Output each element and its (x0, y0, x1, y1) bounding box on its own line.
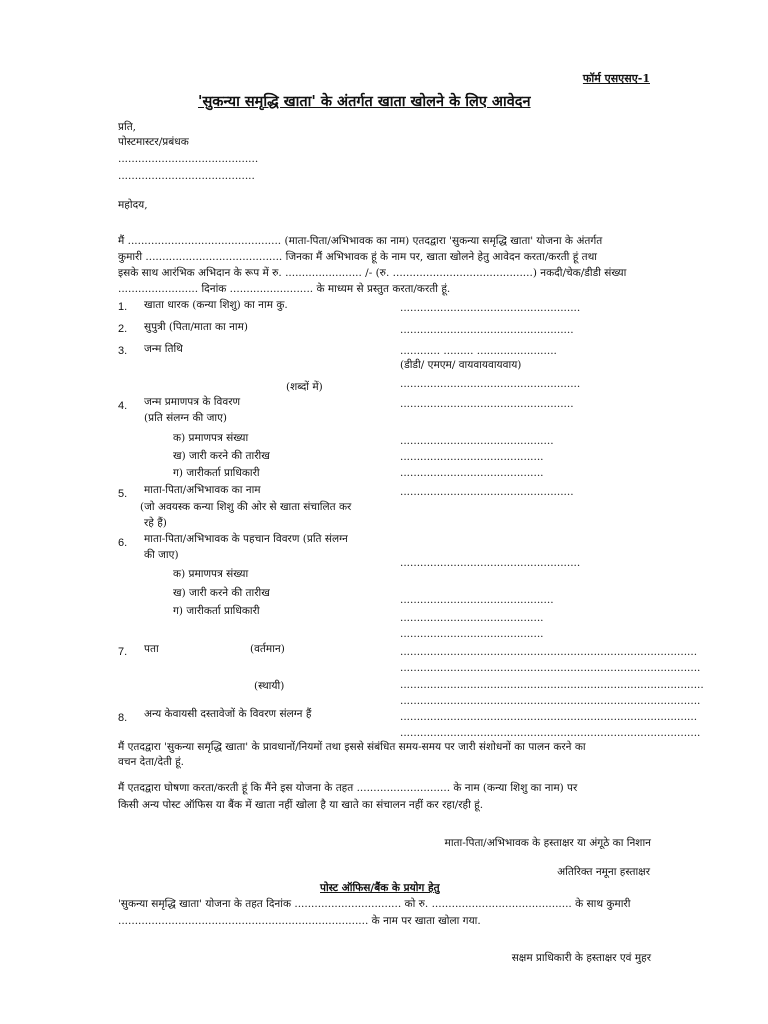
authority-signature-label: सक्षम प्राधिकारी के हस्ताक्षर एवं मुहर (511, 952, 651, 964)
declaration-2-line-2: किसी अन्य पोस्ट ऑफिस या बैंक में खाता नहीं खोला है या खाते का संचालन नहीं कर रहा/रही हूं. (118, 799, 484, 811)
item-4-number: 4. (118, 400, 128, 412)
item-3-number: 3. (118, 345, 128, 357)
address-recipient: पोस्टमास्टर/प्रबंधक (118, 136, 189, 148)
office-use-line-2: ........................................................................... के नाम पर खाता खोला गया. (118, 915, 481, 927)
item-4a-label: क) प्रमाणपत्र संख्या (173, 432, 249, 444)
item-3-label: जन्म तिथि (144, 343, 183, 355)
item-4b-field[interactable]: ........................................... (400, 451, 544, 463)
intro-line-1: मैं .............................................. (माता-पिता/अभिभावक का नाम) एतदद्वारा 'सुकन्या समृद्धि खाता' योजना के अंतर्गत (118, 235, 603, 247)
item-7-current-field-1[interactable]: ......................................................................................... (400, 646, 698, 658)
item-4b-label: ख) जारी करने की तारीख (173, 450, 270, 462)
intro-line-3: इसके साथ आरंभिक अभिदान के रूप में रु. ....................... /- (रु. ..........................................) नकदी/चेक/डीडी संख्या (118, 267, 627, 279)
item-7-label: पता (144, 643, 159, 655)
item-5-field[interactable]: .................................................... (400, 486, 574, 498)
specimen-signature-label: अतिरिक्त नमूना हस्ताक्षर (557, 866, 650, 878)
item-8-field-2[interactable]: .......................................................................................... (400, 727, 701, 739)
item-4-label: जन्म प्रमाणपत्र के विवरण (144, 396, 241, 408)
item-7-permanent: (स्थायी) (254, 680, 285, 692)
item-1-number: 1. (118, 301, 128, 313)
item-6-number: 6. (118, 537, 128, 549)
address-to: प्रति, (118, 121, 137, 133)
item-3-date-format: (डीडी/ एमएम/ वायवायवायवाय) (400, 359, 522, 371)
item-6-field[interactable]: ...................................................... (400, 557, 581, 569)
item-1-label: खाता धारक (कन्या शिशु) का नाम कु. (144, 299, 288, 311)
office-use-heading: पोस्ट ऑफिस/बैंक के प्रयोग हेतु (320, 882, 440, 894)
salutation: महोदय, (118, 199, 148, 211)
declaration-2-line-1: मैं एतदद्वारा घोषणा करता/करती हूं कि मैंने इस योजना के तहत ............................ के नाम (कन्या शिशु का नाम) पर (118, 782, 578, 794)
item-6c-label: ग) जारीकर्ता प्राधिकारी (173, 605, 260, 617)
office-use-line-1: 'सुकन्या समृद्धि खाता' योजना के तहत दिनांक ................................ को रु. .......................................... के साथ कुमारी (118, 898, 631, 910)
item-7-current-field-2[interactable]: .......................................................................................... (400, 662, 701, 674)
form-number: फॉर्म एसएसए-1 (582, 72, 650, 85)
item-6b-field[interactable]: .............................................. (400, 594, 554, 606)
item-2-number: 2. (118, 323, 128, 335)
item-8-number: 8. (118, 712, 128, 724)
item-7-current: (वर्तमान) (250, 643, 285, 655)
item-3-date-field[interactable]: ............ ......... ........................ (400, 345, 557, 357)
item-4-field[interactable]: .................................................... (400, 398, 574, 410)
intro-line-2: कुमारी ......................................... जिनका मैं अभिभावक हूं के नाम पर, खाता खोलने हेतु आवेदन करता/करती हूं तथा (118, 251, 598, 263)
item-4c-label: ग) जारीकर्ता प्राधिकारी (173, 467, 260, 479)
item-7-permanent-field-2[interactable]: .......................................................................................... (400, 695, 701, 707)
item-5-sub-2: रहे हैं) (144, 517, 167, 529)
page-title: 'सुकन्या समृद्धि खाता' के अंतर्गत खाता खोलने के लिए आवेदन (198, 93, 531, 110)
item-5-label: माता-पिता/अभिभावक का नाम (144, 484, 261, 496)
item-7-number: 7. (118, 646, 128, 658)
item-6a-label: क) प्रमाणपत्र संख्या (173, 568, 249, 580)
intro-line-4: ........................ दिनांक ......................... के माध्यम से प्रस्तुत करता/करती हूं. (118, 283, 451, 295)
item-8-field-1[interactable]: ......................................................................................... (400, 711, 698, 723)
address-line-2: ......................................... (118, 170, 255, 182)
guardian-signature-label: माता-पिता/अभिभावक के हस्ताक्षर या अंगूठे का निशान (444, 837, 651, 849)
declaration-1-line-1: मैं एतदद्वारा 'सुकन्या समृद्धि खाता' के प्रावधानों/नियमों तथा इससे संबंधित समय-समय पर जारी संशोधनों का पालन करने का (118, 741, 586, 753)
item-6-sub: की जाए) (144, 549, 179, 561)
declaration-1-line-2: वचन देता/देती हूं. (118, 756, 185, 768)
item-2-field[interactable]: .................................................... (400, 324, 574, 336)
item-6c-field-2[interactable]: ........................................... (400, 628, 544, 640)
item-4a-field[interactable]: .............................................. (400, 435, 554, 447)
address-line-1: .......................................... (118, 153, 259, 165)
item-4c-field[interactable]: ........................................... (400, 467, 544, 479)
item-3-words-field[interactable]: ...................................................... (400, 378, 581, 390)
item-5-number: 5. (118, 488, 128, 500)
item-3-words-label: (शब्दों में) (286, 381, 323, 393)
item-6c-field[interactable]: ........................................... (400, 612, 544, 624)
item-8-label: अन्य केवायसी दस्तावेजों के विवरण संलग्न हैं (144, 708, 312, 720)
item-4-sub: (प्रति संलग्न की जाए) (144, 412, 227, 424)
item-5-sub-1: (जो अवयस्क कन्या शिशु की ओर से खाता संचालित कर (140, 501, 352, 513)
item-1-field[interactable]: ...................................................... (400, 302, 581, 314)
item-7-permanent-field-1[interactable]: ........................................................................................... (400, 679, 704, 691)
item-6-label: माता-पिता/अभिभावक के पहचान विवरण (प्रति संलग्न (144, 533, 348, 545)
item-2-label: सुपुत्री (पिता/माता का नाम) (144, 321, 249, 333)
item-6b-label: ख) जारी करने की तारीख (173, 587, 270, 599)
